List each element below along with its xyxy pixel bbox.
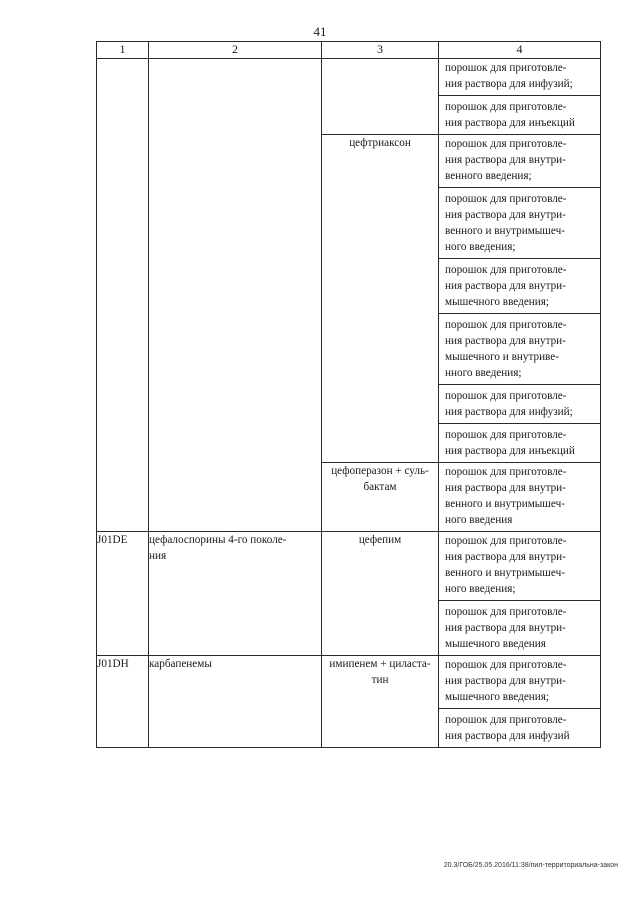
drug-cell [322,59,439,135]
atc-code-cell: J01DE [97,532,149,656]
drug-cell: имипенем + циласта- тин [322,656,439,748]
dosage-form: порошок для приготовле- ния раствора для инъекций [439,423,600,462]
group-cell [149,59,322,532]
dosage-form: порошок для приготовле- ния раствора для инфузий [439,708,600,747]
dosage-form: порошок для приготовле- ния раствора для инъекций [439,95,600,134]
header-col-4: 4 [439,42,601,59]
dosage-form: порошок для приготовле- ния раствора для внутри- мышечного введения; [445,659,567,703]
page-number: 41 [313,24,327,39]
group-cell: карбапенемы [149,656,322,748]
dosage-form: порошок для приготовле- ния раствора для внутри- мышечного и внутриве- нного введения; [439,313,600,384]
header-col-2: 2 [149,42,322,59]
forms-cell [439,656,601,748]
atc-code-cell [97,59,149,532]
dosage-form: порошок для приготовле- ния раствора для инфузий; [445,62,573,90]
dosage-form: порошок для приготовле- ния раствора для внутри- венного и внутримышеч- ного введения [445,466,567,526]
forms-cell [439,135,601,463]
document-footer: 20.3/ГОБ/25.05.2016/11:38/пил-территориальна-закон [443,862,618,869]
dosage-form: порошок для приготовле- ния раствора для внутри- мышечного введения [439,600,600,655]
atc-code-cell: J01DH [97,656,149,748]
table-row [97,532,601,656]
header-col-1: 1 [97,42,149,59]
drug-cell: цефоперазон + суль- бактам [322,463,439,532]
dosage-form: порошок для приготовле- ния раствора для внутри- венного введения; [445,138,567,182]
dosage-form: порошок для приготовле- ния раствора для инфузий; [439,384,600,423]
dosage-form: порошок для приготовле- ния раствора для внутри- мышечного введения; [439,258,600,313]
forms-cell [439,59,601,135]
table-row [97,59,601,135]
header-col-3: 3 [322,42,439,59]
group-cell: цефалоспорины 4-го поколе- ния [149,532,322,656]
forms-cell [439,463,601,532]
drug-cell: цефтриаксон [322,135,439,463]
table-row [97,656,601,748]
dosage-form: порошок для приготовле- ния раствора для внутри- венного и внутримышеч- ного введения; [439,187,600,258]
header-row [97,42,601,59]
drug-cell: цефепим [322,532,439,656]
drug-table [96,41,601,748]
forms-cell [439,532,601,656]
dosage-form: порошок для приготовле- ния раствора для внутри- венного и внутримышеч- ного введения; [445,535,567,595]
